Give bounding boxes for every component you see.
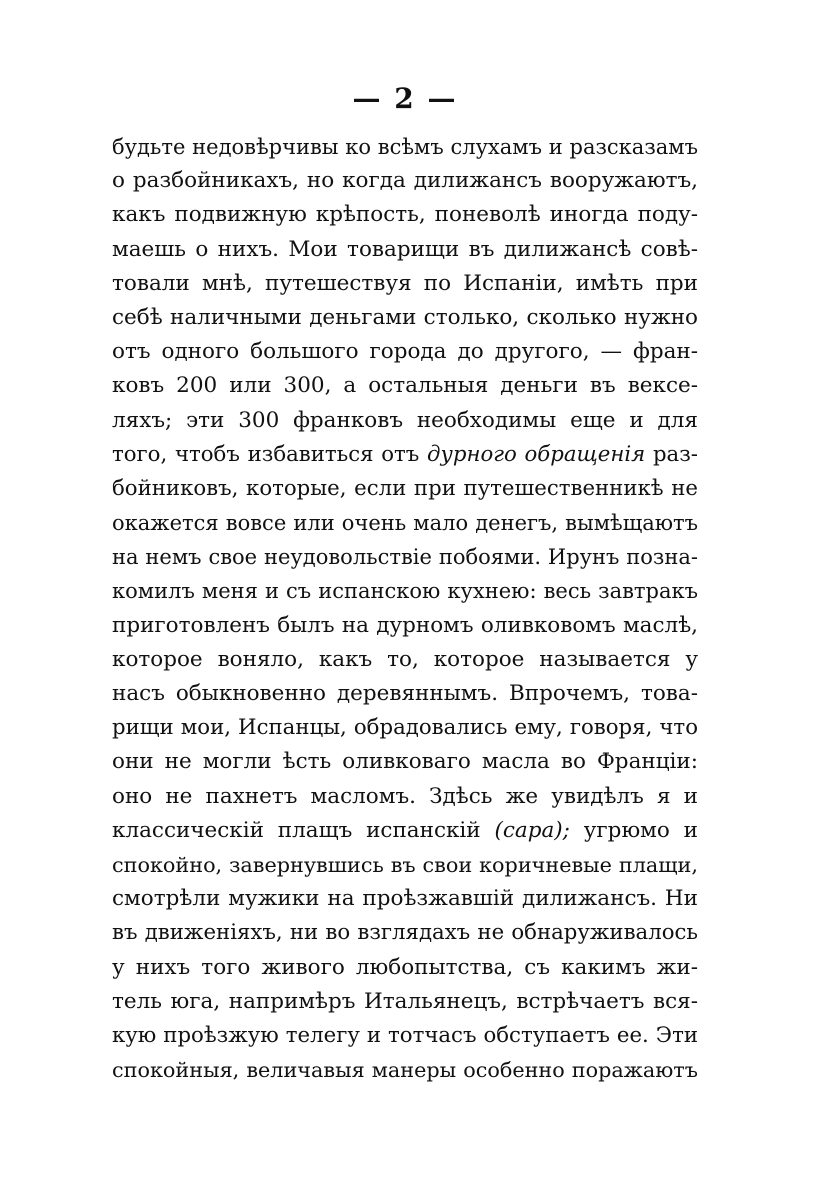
text-segment: насъ обыкновенно деревяннымъ. Впрочемъ, това- — [112, 681, 698, 706]
text-line — [112, 780, 698, 814]
text-segment: себѣ наличными деньгами столько, сколько нужно — [112, 304, 698, 330]
text-line — [112, 438, 698, 472]
text-line — [112, 711, 698, 745]
text-line — [112, 609, 698, 643]
text-line — [112, 130, 698, 164]
text-line — [112, 745, 698, 779]
text-line — [112, 335, 698, 369]
text-segment: какъ подвижную крѣпость, поневолѣ иногда поду- — [112, 202, 698, 228]
italic-phrase: дурного обращенія — [427, 441, 646, 467]
text-segment: въ движеніяхъ, ни во взглядахъ не обнаруживалось — [112, 920, 698, 946]
text-segment: комилъ меня и съ испанскою кухнею: весь завтракъ — [112, 579, 698, 604]
text-line — [112, 677, 698, 711]
text-line — [112, 985, 698, 1019]
text-line — [112, 1053, 698, 1087]
text-line — [112, 472, 698, 506]
text-segment: раз- — [645, 441, 698, 467]
text-segment: рищи мои, Испанцы, обрадовались ему, говоря, что — [112, 715, 698, 741]
text-line — [112, 267, 698, 301]
text-line — [112, 506, 698, 540]
text-segment: будьте недовѣрчивы ко всѣмъ слухамъ и разсказамъ — [112, 135, 698, 159]
text-segment: угрюмо и — [569, 817, 698, 843]
text-line — [112, 814, 698, 848]
text-line — [112, 198, 698, 232]
text-segment: оно не пахнетъ масломъ. Здѣсь же увидѣлъ я и — [112, 783, 698, 809]
text-segment: у нихъ того живого любопытства, съ какимъ жи- — [112, 954, 698, 980]
text-segment: окажется вовсе или очень мало денегъ, вымѣщаютъ — [112, 511, 698, 536]
text-segment: ляхъ; эти 300 франковъ необходимы еще и для — [112, 407, 698, 433]
text-line — [112, 848, 698, 882]
text-line — [112, 369, 698, 403]
body-text — [112, 130, 698, 1087]
text-line — [112, 643, 698, 677]
text-segment: товали мнѣ, путешествуя по Испаніи, имѣть при — [112, 270, 698, 296]
text-segment: бойниковъ, которые, если при путешественникѣ не — [112, 475, 698, 501]
text-segment: отъ одного большого города до другого, — фран- — [112, 339, 698, 365]
italic-phrase: (capa); — [494, 817, 570, 843]
page-number: — 2 — — [352, 82, 458, 115]
text-segment: классическій плащъ испанскій — [112, 817, 495, 843]
text-segment: того, чтобъ избавиться отъ — [112, 441, 428, 467]
text-segment: смотрѣли мужики на проѣзжавшій дилижансъ. Ни — [112, 886, 698, 912]
text-segment: тель юга, напримѣръ Итальянецъ, встрѣчаетъ вся- — [112, 988, 698, 1014]
text-line — [112, 301, 698, 335]
text-line — [112, 916, 698, 950]
text-segment: которое воняло, какъ то, которое называется у — [112, 646, 698, 672]
text-line — [112, 164, 698, 198]
text-line — [112, 404, 698, 438]
text-segment: о разбойникахъ, но когда дилижансъ вооружаютъ, — [112, 168, 698, 194]
text-line — [112, 540, 698, 574]
text-line — [112, 882, 698, 916]
text-segment: на немъ свое неудовольствіе побоями. Ирунъ позна- — [112, 545, 698, 570]
text-line — [112, 233, 698, 267]
text-line — [112, 574, 698, 608]
text-segment: они не могли ѣсть оливковаго масла во Франціи: — [112, 749, 698, 775]
text-segment: ковъ 200 или 300, а остальныя деньги въ вексе- — [112, 373, 698, 399]
text-segment: приготовленъ былъ на дурномъ оливковомъ маслѣ, — [112, 612, 698, 638]
text-segment: спокойныя, величавыя манеры особенно поражаютъ — [112, 1058, 698, 1083]
text-segment: спокойно, завернувшись въ свои коричневые плащи, — [112, 852, 698, 877]
text-segment: маешь о нихъ. Мои товарищи въ дилижансѣ совѣ- — [112, 236, 698, 262]
text-line — [112, 951, 698, 985]
text-segment: кую проѣзжую телегу и тотчасъ обступаетъ ее. Эти — [112, 1022, 698, 1048]
text-line — [112, 1019, 698, 1053]
